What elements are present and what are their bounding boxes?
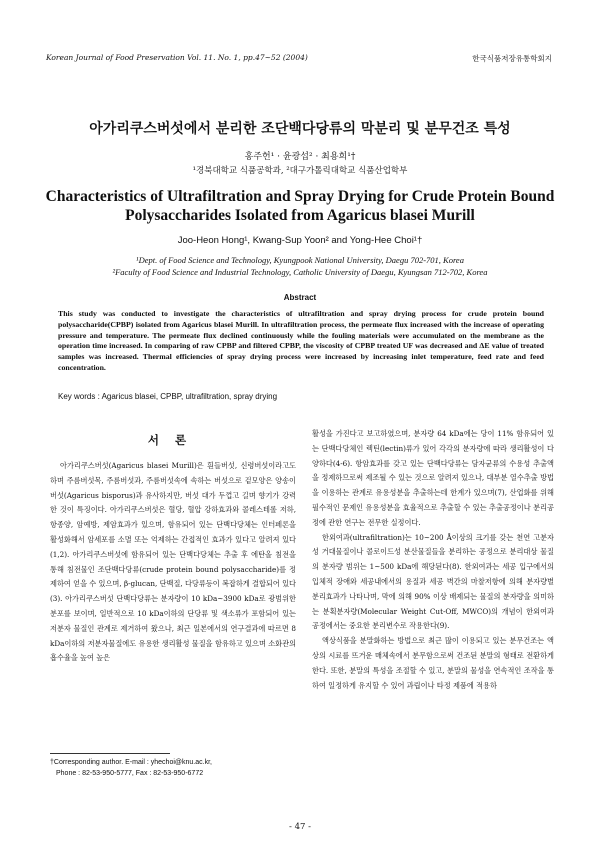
english-title (0, 187, 600, 225)
footnote-line-1: †Corresponding author. E-mail : yhechoi@knu.ac.kr, (50, 759, 212, 766)
korean-authors: 홍주헌¹ · 윤광섭² · 최용희¹† (244, 152, 356, 162)
abstract-body: This study was conducted to investigate the characteristics of ultrafiltration and spray drying process for crude protein bound polysaccharide(CPBP) isolated from Agaricus blasei Murill. In ultrafiltration process, the permeate flux increased with the increase of operating pressure and temperature. The permeate flux declined continuously while the fouling materials were accumulated on the membrane as the operation time increased. In comparing of raw CPBP and filtered CPBP, the viscosity of CPBP treated UF was decreased and ΔE value of treated samples was increased. Thermal efficiencies of spray drying process were increased by increasing inlet temperature, feed rate and feed concentration. (58, 309, 544, 372)
english-title-line2: Polysaccharides Isolated from Agaricus blasei Murill (125, 207, 475, 224)
keywords: Key words : Agaricus blasei, CPBP, ultrafiltration, spray drying (58, 392, 278, 401)
right-paragraph-1: 활성을 가진다고 보고하였으며, 분자량 64 kDa에는 당이 11% 함유되어 있는 단백다당체인 렉틴(lectin)류가 있어 각각의 분자량에 따라 생리활성이 다양하다(4-6). 항암효과를 갖고 있는 단백다당류는 담자균류의 수용성 추출액을 정제하므로써 제조될 수 있는 것으로 알려져 있으나, 대부분 열수추출 방법을 이용하는 관계로 유용성분을 추출하는데 한계가 있으며(7), 산업화를 위해 필수적인 문제인 유용성분을 효율적으로 추출할 수 있는 추출공정이나 분리공정에 관한 연구는 전무한 실정이다. (312, 429, 554, 527)
right-column (312, 427, 554, 693)
english-title-line1: Characteristics of Ultrafiltration and Spray Drying for Crude Protein Bound (45, 188, 555, 205)
english-affiliation-1: ¹Dept. of Food Science and Technology, Kyungpook National University, Daegu 702-701, Korea (136, 255, 464, 265)
footnote-line-2: Phone : 82-53-950-5777, Fax : 82-53-950-6772 (56, 770, 204, 777)
english-authors: Joo-Heon Hong¹, Kwang-Sup Yoon² and Yong-Hee Choi¹† (177, 235, 423, 246)
left-column (50, 459, 296, 666)
english-affiliation-2: ²Faculty of Food Science and Industrial Technology, Catholic University of Daegu, Kyungsan 712-702, Korea (112, 267, 488, 277)
society-header: 한국식품저장유통학회지 (472, 54, 552, 63)
footnote-rule (50, 753, 170, 754)
korean-title: 아가리쿠스버섯에서 분리한 조단백다당류의 막분리 및 분무건조 특성 (89, 121, 511, 137)
section-title-introduction: 서 론 (147, 433, 193, 447)
right-paragraph-3: 액상식품을 분말화하는 방법으로 최근 많이 이용되고 있는 분무건조는 액상의 시료를 뜨거운 매체속에서 분무함으로써 건조된 분말의 형태로 전환하게 한다. 또한, 분말의 특성을 조절할 수 있고, 분말의 물성을 연속적인 조작을 통하여 일정하게 유지할 수 있어 과립이나 타정 제품에 적용하 (312, 636, 554, 690)
abstract-heading: Abstract (283, 293, 317, 302)
left-paragraph-1: 아가리쿠스버섯(Agaricus blasei Murill)은 흰들버섯, 신령버섯이라고도 하며 주름버섯목, 주름버섯과, 주름버섯속에 속하는 버섯으로 겉모양은 양송이버섯(Agaricus bisporus)과 유사하지만, 버섯 대가 두껍고 길며 향기가 강력한 것이 특징이다. 아가리쿠스버섯은 혈당, 혈압 강하효과와 콜레스테롤 저하, 항종양, 암예방, 제암효과가 있으며, 함유되어 있는 단백다당체는 인터페론을 활성화해서 암세포를 소멸 또는 억제하는 간접적인 효과가 있다고 알려져 있다(1,2). 아가리쿠스버섯에 함유되어 있는 단백다당체는 추출 후 에탄올 침전을 통해 침전물인 조단백다당류(crude protein bound polysaccharide)를 정제하여 얻을 수 있으며, β-glucan, 단백질, 다당류등이 복잡하게 결합되어 있다(3). 아가리쿠스버섯 단백다당류는 분자량이 10 kDa~3900 kDa로 광범위한 분포를 보이며, 일반적으로 10 kDa이하의 단당류 및 색소류가 포함되어 있는 저분자 물질인 관계로 제거하여 왔으나, 최근 일본에서의 연구결과에 따르면 8 kDa이하의 저분자물질에도 유용한 생리활성 물질을 함유하고 있으며 소화관의 흡수율을 높여 높은 (50, 461, 296, 663)
korean-affiliation: ¹경북대학교 식품공학과, ²대구가톨릭대학교 식품산업학부 (192, 166, 408, 176)
footnote (50, 757, 296, 779)
page-number: - 47 - (289, 822, 311, 832)
right-paragraph-2: 한외여과(ultrafiltration)는 10~200 Å이상의 크기를 갖는 천연 고분자성 거대물질이나 콜로이드성 분산물질들을 분리하는 공정으로 분리대상 물질의 분자량 범위는 1~500 kDa에 해당된다(8). 한외여과는 세공 입구에서의 입체적 장애와 세공내에서의 용질과 세공 벽간의 마찰저항에 의해 분자량별 분리효과가 나타나며, 막에 의해 90% 이상 배제되는 물질의 분자량을 의미하는 분획분자량(Molecular Weight Cut-Off, MWCO)의 개념이 한외여과 공정에서는 중요한 분리변수로 작용한다(9). (312, 532, 554, 631)
journal-header: Korean Journal of Food Preservation Vol. 11. No. 1, pp.47~52 (2004) (46, 53, 308, 62)
